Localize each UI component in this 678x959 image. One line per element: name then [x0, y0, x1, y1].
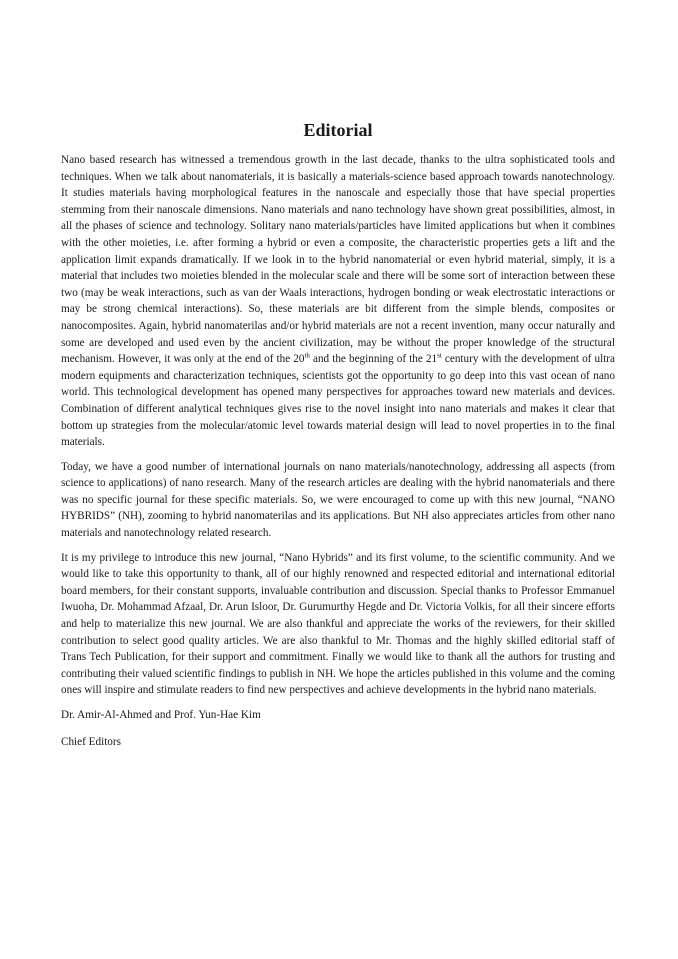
editorial-page: [61, 118, 615, 760]
paragraph-intro-text-b: and the beginning of the 21: [309, 353, 438, 366]
paragraph-journals: Today, we have a good number of international journals on nano materials/nanotechnology, addressing all aspects (from science to applications) of nano research. Many of the research articles are dealing with the hybrid nanomaterials and there was no specific journal for these specific materials. So, we were encouraged to come up with this new journal, “NANO HYBRIDS” (NH), zooming to hybrid nanomaterilas and its applications. But NH also appreciates articles from other nano materials and nanotechnology related research.: [61, 460, 615, 540]
superscript-th: th: [304, 351, 310, 360]
paragraph-intro-text-a: Nano based research has witnessed a tremendous growth in the last decade, thanks to the ultra sophisticated tools and techniques. When we talk about nanomaterials, it is basically a materials-science based approach towards nanotechnology. It studies materials having morphological features in the nanoscale and especially those that have special properties stemming from their nanoscale dimensions. Nano materials and nano technology have shown great possibilities, almost, in all the phases of science and technology. Solitary nano materials/particles have limited applications but when it combines with the other moieties, i.e. after forming a hybrid or even a composite, the characteristic properties gets a lift and the application limit expands dramatically. If we look in to the hybrid nanomaterial or even hybrid material, simply, it is a material that includes two moieties blended in the molecular scale and there will be some sort of interaction between these two (may be weak interactions, such as van der Waals interactions, hydrogen bonding or weak electrostatic interactions or may be strong chemical interactions). So, these materials are bit different from the simple blends, composites or nanocomposites. Again, hybrid nanomaterilas and/or hybrid materials are not a recent invention, many occur naturally and some are developed and used even by the ancient civilization, may be without the proper knowledge of the structural mechanism. However, it was only at the end of the 20: [61, 154, 615, 366]
paragraph-acknowledgements: It is my privilege to introduce this new journal, “Nano Hybrids” and its first volume, to the scientific community. And we would like to take this opportunity to thank, all of our highly renowned and respected editorial and international editorial board members, for their constant supports, invaluable contribution and discussion. Special thanks to Professor Emmanuel Iwuoha, Dr. Mohammad Afzaal, Dr. Arun Isloor, Dr. Gurumurthy Hegde and Dr. Victoria Volkis, for all their sincere efforts and help to materialize this new journal. We are also thankful and appreciate the works of the reviewers, for their skilled contribution to select good quality articles. We are also thankful to Mr. Thomas and the highly skilled editorial staff of Trans Tech Publication, for their support and commitment. Finally we would like to thank all the authors for trusting and contributing their valued scientific findings to publish in NH. We hope the articles published in this volume and the coming ones will inspire and stimulate readers to find new perspectives and achieve developments in the hybrid nano materials.: [61, 551, 615, 697]
signature-names: Dr. Amir-Al-Ahmed and Prof. Yun-Hae Kim: [61, 709, 261, 721]
page-title: Editorial: [303, 120, 373, 140]
superscript-st: st: [437, 351, 442, 360]
paragraph-intro: [61, 152, 615, 451]
signature-role: Chief Editors: [61, 735, 121, 748]
paragraph-intro-text-c: century with the development of ultra modern equipments and characterization techniques, scientists got the opportunity to go deep into this vast ocean of nano world. This technological development has opened many perspectives for approaches toward new materials and devices. Combination of different analytical techniques gives rise to the novel insight into nano materials and makes it clear that bottom up strategies from the molecular/atomic level towards material design will lead to novel properties in to the final materials.: [61, 353, 615, 449]
